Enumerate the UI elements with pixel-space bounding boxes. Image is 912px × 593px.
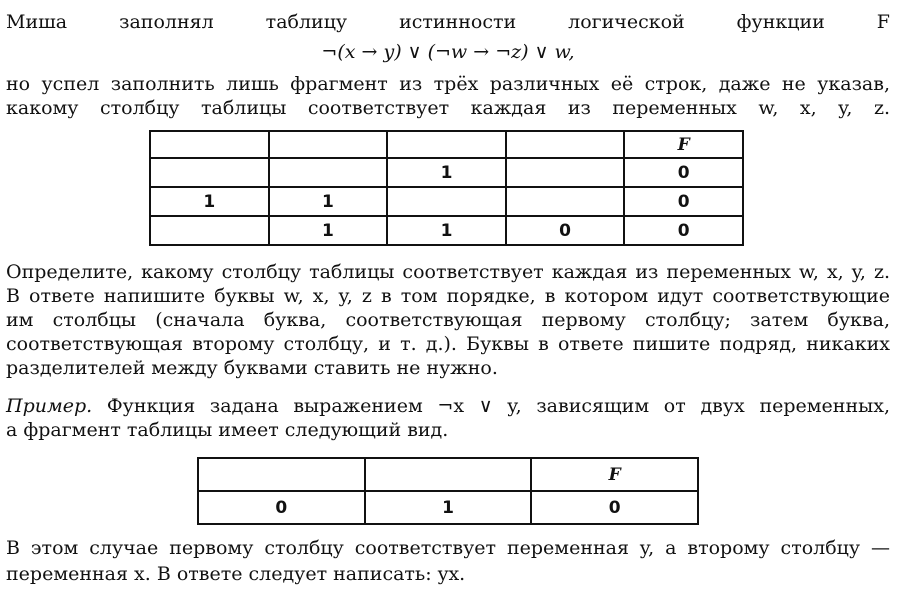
function-formula: ¬(x → y) ∨ (¬w → ¬z) ∨ w, — [321, 41, 575, 63]
header-cell — [365, 458, 532, 491]
header-cell — [150, 131, 269, 158]
table-cell: 0 — [624, 187, 743, 216]
example-table — [197, 457, 699, 525]
table-cell — [269, 158, 388, 187]
table-row — [198, 491, 698, 524]
table-cell: 0 — [624, 216, 743, 245]
example-table-header-row — [198, 458, 698, 491]
header-cell — [198, 458, 365, 491]
example-line-1-text: Функция задана выражением ¬x ∨ y, зависящим от двух переменных, — [106, 395, 890, 417]
header-cell-f: F — [624, 131, 743, 158]
table-cell — [387, 187, 506, 216]
intro-line-3: какому столбцу таблицы соответствует каждая из переменных w, x, y, z. — [6, 97, 890, 119]
table-cell: 0 — [506, 216, 625, 245]
header-cell — [269, 131, 388, 158]
intro-line-2: но успел заполнить лишь фрагмент из трёх различных её строк, даже не указав, — [6, 73, 890, 95]
table-cell: 0 — [624, 158, 743, 187]
table-cell: 0 — [531, 491, 698, 524]
header-cell-f: F — [531, 458, 698, 491]
table-cell: 1 — [269, 187, 388, 216]
table-cell: 1 — [365, 491, 532, 524]
intro-line-1: Миша заполнял таблицу истинности логической функции F — [6, 11, 890, 33]
task-line-1: Определите, какому столбцу таблицы соответствует каждая из переменных w, x, y, z. — [6, 261, 890, 283]
example-line-1 — [6, 394, 890, 418]
truth-table — [149, 130, 744, 246]
header-cell — [506, 131, 625, 158]
table-cell: 1 — [269, 216, 388, 245]
table-cell — [506, 158, 625, 187]
truth-table-header-row — [150, 131, 743, 158]
example-line-2: а фрагмент таблицы имеет следующий вид. — [6, 419, 449, 441]
table-cell: 1 — [387, 216, 506, 245]
example-lead: Пример. — [6, 395, 93, 417]
table-cell: 1 — [387, 158, 506, 187]
header-cell — [387, 131, 506, 158]
table-cell — [150, 216, 269, 245]
task-line-4: соответствующая второму столбцу, и т. д.). Буквы в ответе пишите подряд, никаких — [6, 333, 890, 355]
table-cell: 1 — [150, 187, 269, 216]
conclusion-line-1: В этом случае первому столбцу соответствует переменная y, а второму столбцу — — [6, 537, 890, 559]
table-cell — [506, 187, 625, 216]
table-cell — [150, 158, 269, 187]
table-row — [150, 187, 743, 216]
task-line-3: им столбцы (сначала буква, соответствующая первому столбцу; затем буква, — [6, 309, 890, 331]
task-line-5: разделителей между буквами ставить не нужно. — [6, 357, 498, 379]
table-row — [150, 216, 743, 245]
table-cell: 0 — [198, 491, 365, 524]
table-row — [150, 158, 743, 187]
task-line-2: В ответе напишите буквы w, x, y, z в том порядке, в котором идут соответствующие — [6, 285, 890, 307]
conclusion-line-2: переменная x. В ответе следует написать: yx. — [6, 563, 466, 585]
